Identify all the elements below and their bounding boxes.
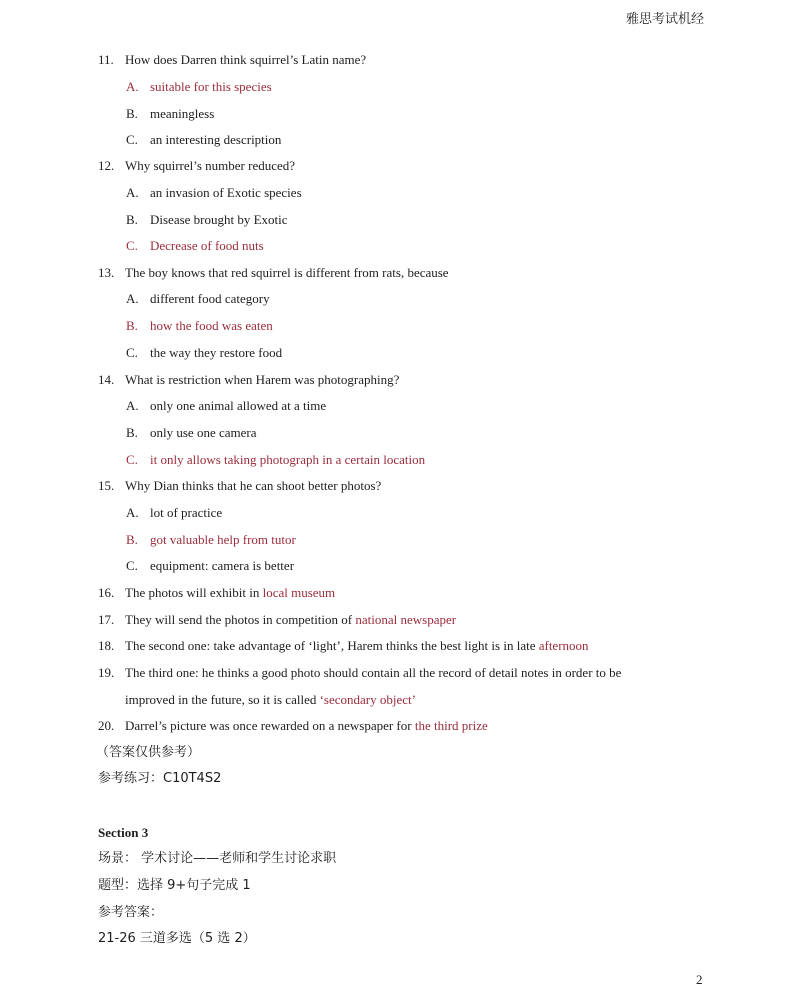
option-11b: B. meaningless [126, 106, 215, 121]
answers-range: 21-26 三道多选（5 选 2） [98, 931, 256, 946]
question-15: 15. Why Dian thinks that he can shoot better photos? [98, 478, 382, 493]
answer-17: national newspaper [355, 612, 457, 627]
option-14a: A. only one animal allowed at a time [126, 398, 327, 413]
option-13c: C. the way they restore food [126, 345, 283, 360]
reference-note: （答案仅供参考） [96, 745, 201, 760]
page-number: 2 [696, 972, 703, 987]
section-type: 题型：选择 9+句子完成 1 [98, 878, 251, 893]
answer-19: ‘secondary object’ [319, 692, 416, 707]
option-13b: B. how the food was eaten [126, 318, 273, 333]
option-12c: C. Decrease of food nuts [126, 238, 264, 253]
option-15a: A. lot of practice [126, 505, 223, 520]
section-scene: 场景： 学术讨论——老师和学生讨论求职 [98, 851, 337, 866]
question-11: 11. How does Darren think squirrel’s Latin name? [98, 52, 367, 67]
question-19-continued: improved in the future, so it is called ‘secondary object’ [125, 692, 416, 707]
question-20: 20. Darrel’s picture was once rewarded on a newspaper for the third prize [98, 718, 488, 733]
section-title: Section 3 [98, 825, 149, 840]
option-13a: A. different food category [126, 291, 270, 306]
question-18: 18. The second one: take advantage of ‘light’, Harem thinks the best light is in late afternoon [98, 638, 589, 653]
answer-20: the third prize [414, 718, 488, 733]
option-14c: C. it only allows taking photograph in a certain location [126, 452, 426, 467]
question-17: 17. They will send the photos in competition of national newspaper [98, 612, 457, 627]
option-14b: B. only use one camera [126, 425, 257, 440]
option-12a: A. an invasion of Exotic species [126, 185, 302, 200]
question-19: 19. The third one: he thinks a good photo should contain all the record of detail notes in order to be [98, 665, 622, 680]
answers-label: 参考答案： [98, 905, 164, 920]
question-14: 14. What is restriction when Harem was photographing? [98, 372, 400, 387]
option-12b: B. Disease brought by Exotic [126, 212, 288, 227]
option-15b: B. got valuable help from tutor [126, 532, 296, 547]
answer-18: afternoon [538, 638, 589, 653]
option-15c: C. equipment: camera is better [126, 558, 295, 573]
question-12: 12. Why squirrel’s number reduced? [98, 158, 296, 173]
answer-16: local museum [262, 585, 336, 600]
header-title: 雅思考试机经 [625, 12, 704, 27]
practice-reference: 参考练习：C10T4S2 [98, 771, 222, 786]
question-13: 13. The boy knows that red squirrel is different from rats, because [98, 265, 449, 280]
option-11c: C. an interesting description [126, 132, 282, 147]
question-16: 16. The photos will exhibit in local museum [98, 585, 336, 600]
option-11a: A. suitable for this species [126, 79, 272, 94]
